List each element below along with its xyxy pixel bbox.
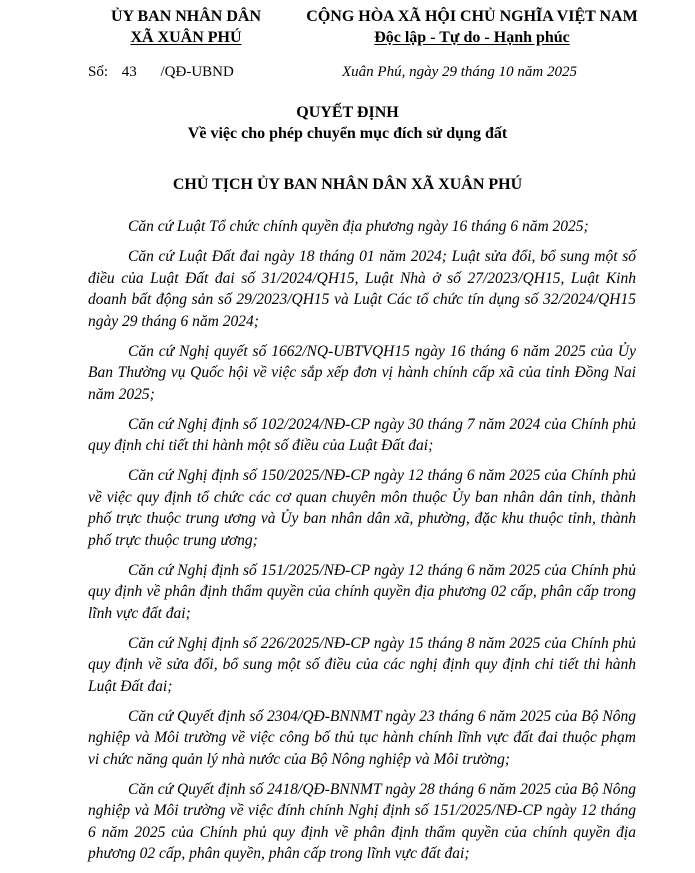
org-line-2 xyxy=(96,27,276,48)
legal-basis-paragraph: Căn cứ Quyết định số 2418/QĐ-BNNMT ngày 28 tháng 6 năm 2025 của Bộ Nông nghiệp và Môi trường về việc đính chính Nghị định số 151/2025/NĐ-CP ngày 12 tháng 6 năm 2025 của Chính phủ quy định về phân định thẩm quyền của chính quyền địa phương 02 cấp, phân quyền, phân cấp trong lĩnh vực đất đai; xyxy=(88,780,636,862)
legal-basis-paragraph: Căn cứ Nghị quyết số 1662/NQ-UBTVQH15 ngày 16 tháng 6 năm 2025 của Ủy Ban Thường vụ Quốc hội về việc sắp xếp đơn vị hành chính cấp xã của tỉnh Đồng Nai năm 2025; xyxy=(88,342,636,403)
legal-basis-paragraph: Căn cứ Nghị định số 151/2025/NĐ-CP ngày 12 tháng 6 năm 2025 của Chính phủ quy định về phân định thẩm quyền của chính quyền địa phương 02 cấp, phân cấp trong lĩnh vực đất đai; xyxy=(88,561,636,622)
national-motto xyxy=(296,6,648,48)
legal-basis-paragraph: Căn cứ Nghị định số 150/2025/NĐ-CP ngày 12 tháng 6 năm 2025 của Chính phủ về việc quy định tổ chức các cơ quan chuyên môn thuộc Ủy ban nhân dân tỉnh, thành phố trực thuộc trung ương và Ủy ban nhân dân xã, phường, đặc khu thuộc tỉnh, thành phố trực thuộc trung ương; xyxy=(88,467,636,549)
nation-line-2 xyxy=(296,27,648,48)
place-date-line: Xuân Phú, ngày 29 tháng 10 năm 2025 xyxy=(342,64,577,80)
doc-number-prefix: Số: xyxy=(88,64,109,80)
nation-line-2-text: Độc lập - Tự do - Hạnh phúc xyxy=(374,29,570,46)
legal-basis-paragraph: Căn cứ Nghị định số 226/2025/NĐ-CP ngày 15 tháng 8 năm 2025 của Chính phủ quy định về sửa đổi, bổ sung một số điều của các nghị định quy định chi tiết thi hành Luật Đất đai; xyxy=(88,634,636,695)
legal-basis-paragraph: Căn cứ Nghị định số 102/2024/NĐ-CP ngày 30 tháng 7 năm 2024 của Chính phủ quy định chi tiết thi hành một số điều của Luật Đất đai; xyxy=(88,415,636,454)
org-line-1: ỦY BAN NHÂN DÂN xyxy=(110,8,262,25)
issuing-authority-title: CHỦ TỊCH ỦY BAN NHÂN DÂN XÃ XUÂN PHÚ xyxy=(172,176,523,193)
nation-line-1: CỘNG HÒA XÃ HỘI CHỦ NGHĨA VIỆT NAM xyxy=(306,8,638,25)
doc-number-value: 43 xyxy=(121,64,137,80)
legal-basis-paragraph: Căn cứ Luật Đất đai ngày 18 tháng 01 năm 2024; Luật sửa đổi, bổ sung một số điều của Luật Đất đai số 31/2024/QH15, Luật Nhà ở số 27/2023/QH15, Luật Kinh doanh bất động sản số 29/2023/QH15 và Luật Các tổ chức tín dụng số 32/2024/QH15 ngày 29 tháng 6 năm 2024; xyxy=(88,248,636,330)
issuing-authority xyxy=(96,6,276,48)
document-subject: Về việc cho phép chuyển mục đích sử dụng đất xyxy=(187,125,508,142)
doc-number-suffix: /QĐ-UBND xyxy=(160,64,234,80)
document-number xyxy=(88,64,234,81)
document-type-title: QUYẾT ĐỊNH xyxy=(296,104,399,121)
legal-basis-paragraph: Căn cứ Luật Tổ chức chính quyền địa phương ngày 16 tháng 6 năm 2025; xyxy=(128,218,589,235)
document-body xyxy=(88,216,636,873)
org-line-2-text: XÃ XUÂN PHÚ xyxy=(130,29,242,46)
legal-basis-paragraph: Căn cứ Quyết định số 2304/QĐ-BNNMT ngày 23 tháng 6 năm 2025 của Bộ Nông nghiệp và Môi trường về việc công bố thủ tục hành chính lĩnh vực đất đai thuộc phạm vi chức năng quản lý nhà nước của Bộ Nông nghiệp và Môi trường; xyxy=(88,707,636,768)
